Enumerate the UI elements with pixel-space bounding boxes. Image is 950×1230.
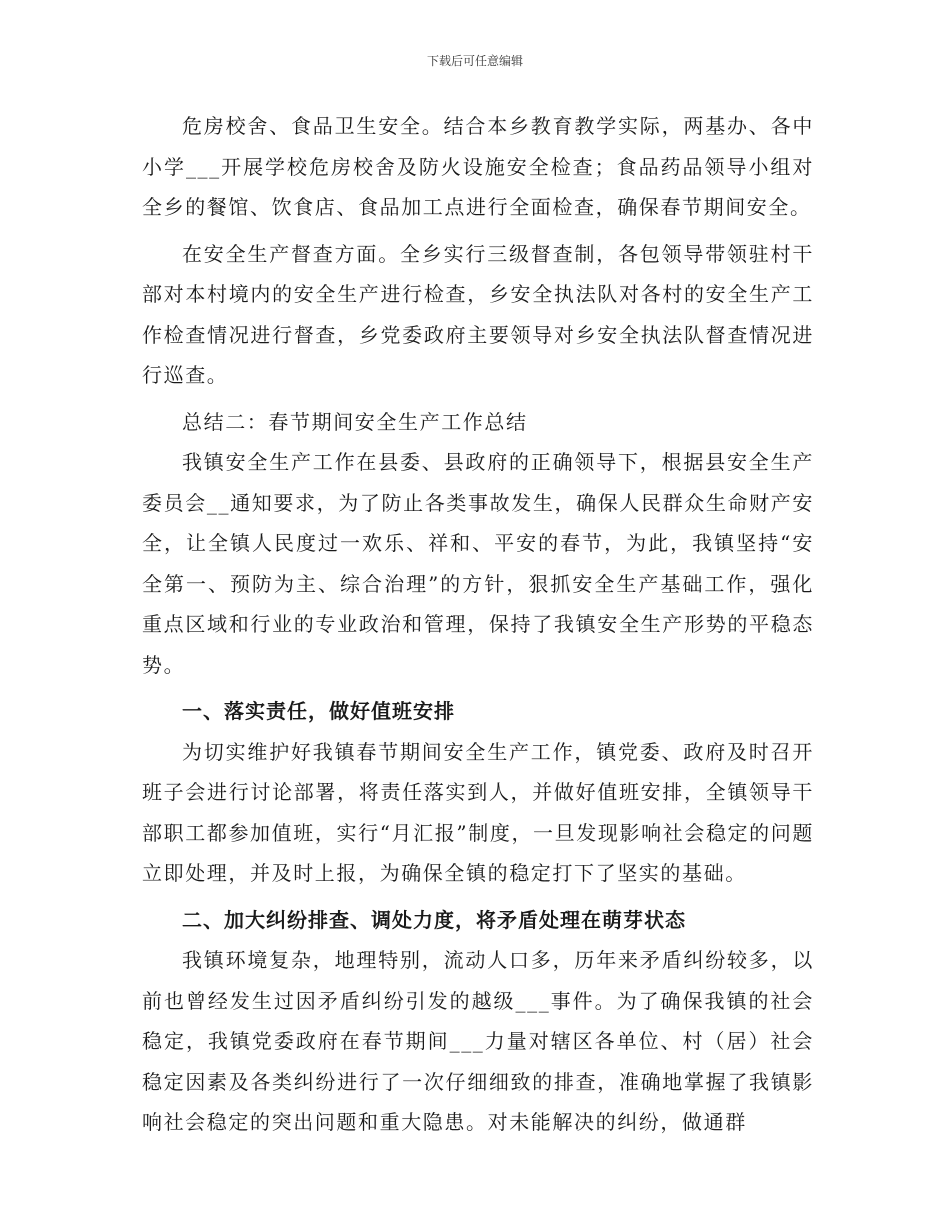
paragraph-dangerous-buildings-food-safety: 危房校舍、食品卫生安全。结合本乡教育教学实际，两基办、各中小学___开展学校危房校舍及防火设施安全检查；食品药品领导小组对全乡的餐馆、饮食店、食品加工点进行全面检查，确保春节期间安全。 (142, 114, 814, 219)
paragraph-dispute-investigation: 我镇环境复杂，地理特别，流动人口多，历年来矛盾纠纷较多，以前也曾经发生过因矛盾纠纷引发的越级___事件。为了确保我镇的社会稳定，我镇党委政府在春节期间___力量对辖区各单位、村（居）社会稳定因素及各类纠纷进行了一次仔细细致的排查，准确地掌握了我镇影响社会稳定的突出问题和重大隐患。对未能解决的纠纷，做通群 (142, 948, 814, 1134)
section-heading-1: 一、落实责任，做好值班安排 (182, 699, 455, 723)
page-header: 下载后可任意编辑 (426, 54, 523, 68)
paragraph-summary-two-title: 总结二：春节期间安全生产工作总结 (182, 409, 528, 434)
paragraph-safety-supervision: 在安全生产督查方面。全乡实行三级督查制，各包领导带领驻村干部对本村境内的安全生产进行检查，乡安全执法队对各村的安全生产工作检查情况进行督查，乡党委政府主要领导对乡安全执法队督查情况进行巡查。 (142, 241, 814, 387)
paragraph-duty-arrangement: 为切实维护好我镇春节期间安全生产工作，镇党委、政府及时召开班子会进行讨论部署，将责任落实到人，并做好值班安排，全镇领导干部职工都参加值班，实行“月汇报”制度，一旦发现影响社会稳定的问题立即处理，并及时上报，为确保全镇的稳定打下了坚实的基础。 (142, 739, 814, 885)
paragraph-town-safety-intro: 我镇安全生产工作在县委、县政府的正确领导下，根据县安全生产委员会__通知要求，为了防止各类事故发生，确保人民群众生命财产安全，让全镇人民度过一欢乐、祥和、平安的春节，为此，我镇坚持“安全第一、预防为主、综合治理”的方针，狠抓安全生产基础工作，强化重点区域和行业的专业政治和管理，保持了我镇安全生产形势的平稳态势。 (142, 450, 814, 677)
section-heading-2: 二、加大纠纷排查、调处力度，将矛盾处理在萌芽状态 (182, 907, 686, 932)
document-body (142, 106, 814, 1143)
